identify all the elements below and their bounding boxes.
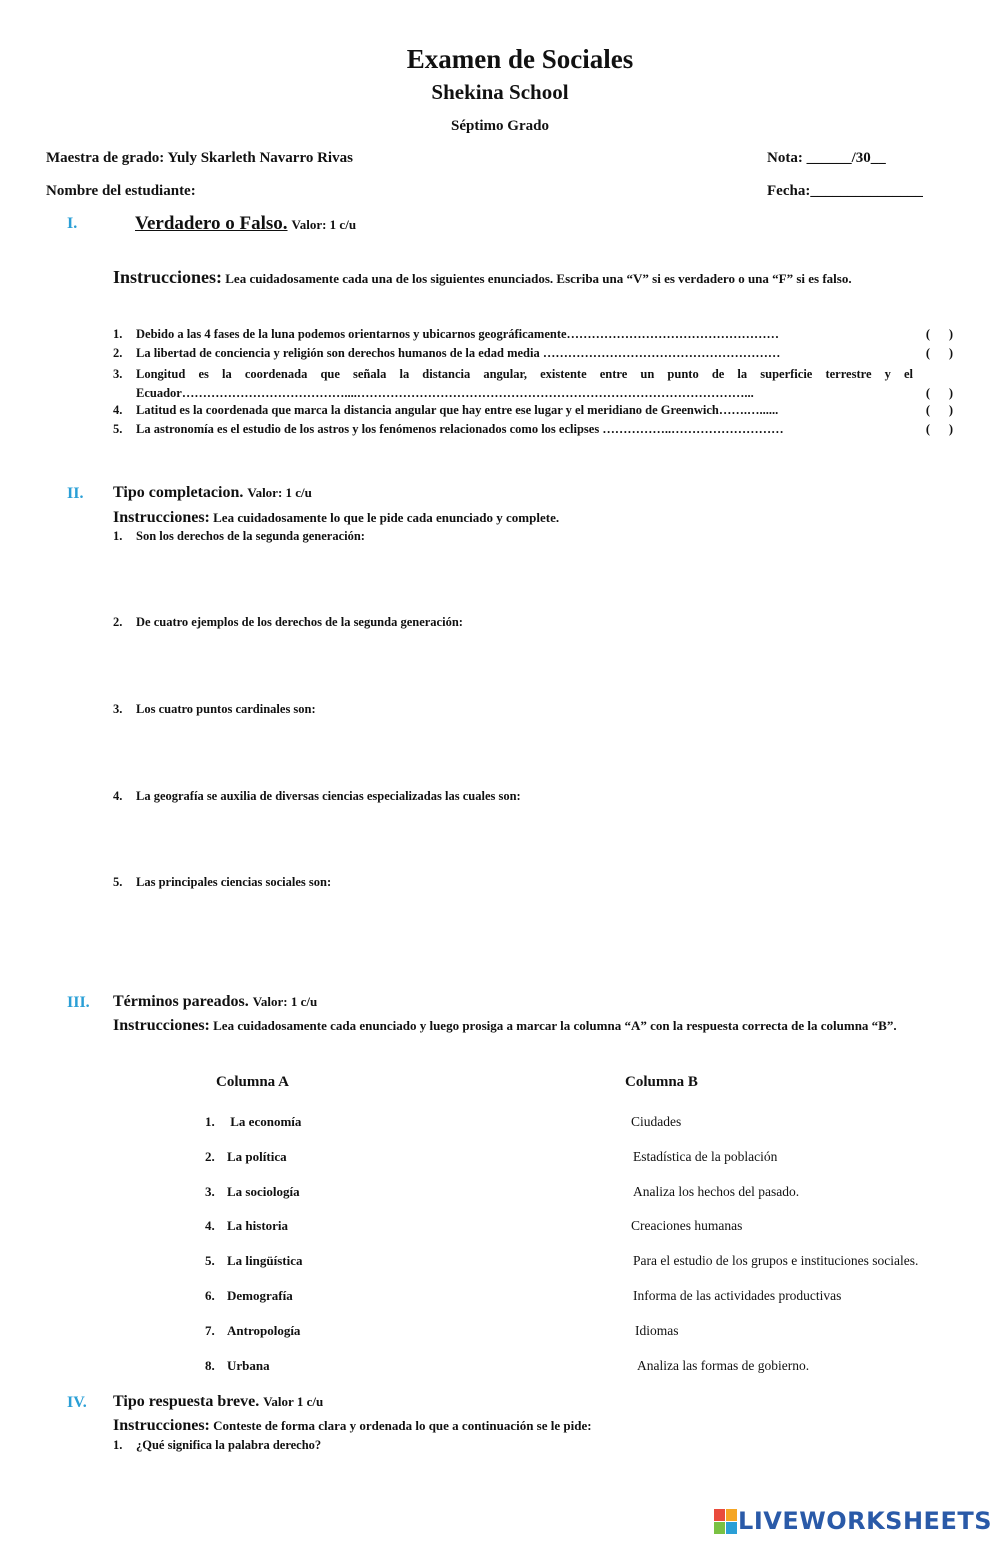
tf-item-number: 2. [113, 346, 123, 360]
tf-item[interactable] [113, 403, 953, 418]
section2-number: II. [67, 485, 84, 502]
item-text: La historia [227, 1218, 289, 1233]
student-name-label: Nombre del estudiante: [46, 183, 196, 199]
column-b-item[interactable]: Para el estudio de los grupos e instituciones sociales. [633, 1253, 919, 1268]
item-text: Urbana [227, 1358, 270, 1373]
section3-instructions [113, 1014, 953, 1038]
column-a-title: Columna A [216, 1074, 289, 1090]
nota-field: Nota: ______/30__ [767, 150, 886, 166]
logo-blocks-icon [714, 1509, 736, 1533]
completion-question [113, 875, 331, 890]
section3-instr-label: Instrucciones: [113, 1017, 210, 1034]
tf-item[interactable] [113, 346, 953, 361]
section4-title: Tipo respuesta breve. [113, 1393, 260, 1410]
question-number: 4. [113, 789, 123, 803]
item-number: 1. [205, 1114, 215, 1129]
section4-instructions [113, 1414, 592, 1438]
item-number: 6. [205, 1288, 215, 1303]
tf-item-number: 4. [113, 403, 123, 417]
column-a-item[interactable] [205, 1184, 300, 1200]
column-a-item[interactable] [205, 1149, 287, 1165]
item-text: La lingüística [227, 1253, 303, 1268]
column-b-title: Columna B [625, 1074, 698, 1090]
item-number: 8. [205, 1358, 215, 1373]
column-b-item[interactable]: Creaciones humanas [631, 1218, 743, 1233]
column-b-item[interactable]: Analiza las formas de gobierno. [637, 1358, 810, 1373]
column-a-item[interactable] [205, 1358, 270, 1374]
section4-number: IV. [67, 1394, 87, 1411]
tf-answer-box[interactable]: ( ) [925, 422, 953, 436]
item-number: 5. [205, 1253, 215, 1268]
tf-answer-box[interactable]: ( ) [925, 346, 953, 360]
column-b-item[interactable]: Ciudades [631, 1114, 682, 1129]
column-b-item[interactable]: Idiomas [635, 1323, 679, 1338]
tf-item[interactable] [113, 365, 953, 403]
item-text: Demografía [227, 1288, 293, 1303]
completion-question [113, 615, 463, 630]
column-a-item[interactable] [205, 1288, 293, 1304]
question-text: Los cuatro puntos cardinales son: [136, 702, 316, 716]
tf-item-text: La libertad de conciencia y religión son derechos humanos de la edad media ………………………………………………… [136, 346, 781, 360]
section3-instr-text: Lea cuidadosamente cada enunciado y luego prosiga a marcar la columna “A” con la respuesta correcta de la columna “B”. [213, 1018, 897, 1033]
item-number: 4. [205, 1218, 215, 1233]
tf-item[interactable] [113, 422, 953, 437]
question-number: 5. [113, 875, 123, 889]
section4-heading [113, 1393, 323, 1411]
teacher-name: Maestra de grado: Yuly Skarleth Navarro Rivas [46, 150, 353, 166]
item-number: 3. [205, 1184, 215, 1199]
section3-heading [113, 993, 317, 1011]
section2-value: Valor: 1 c/u [247, 485, 312, 500]
tf-answer-box[interactable]: ( ) [925, 403, 953, 417]
tf-item-text: La astronomía es el estudio de los astros y los fenómenos relacionados como los eclipses ……………..……………………… [136, 422, 784, 436]
section3-number: III. [67, 994, 90, 1011]
section1-heading [135, 213, 356, 235]
item-text: Antropología [227, 1323, 301, 1338]
section1-instr-label: Instrucciones: [113, 267, 222, 287]
item-text: La política [227, 1149, 287, 1164]
section4-instr-label: Instrucciones: [113, 1417, 210, 1434]
section1-value: Valor: 1 c/u [291, 217, 357, 232]
exam-title: Examen de Sociales [406, 44, 634, 74]
logo-text: LIVEWORKSHEETS [738, 1507, 992, 1535]
question-number: 2. [113, 615, 123, 629]
item-number: 7. [205, 1323, 215, 1338]
question-text: Son los derechos de la segunda generación: [136, 529, 365, 543]
column-b-item[interactable]: Analiza los hechos del pasado. [633, 1184, 800, 1199]
section2-instr-text: Lea cuidadosamente lo que le pide cada enunciado y complete. [213, 510, 560, 525]
tf-item-text: Latitud es la coordenada que marca la distancia angular que hay entre ese lugar y el meridiano de Greenwich…….…...... [136, 403, 779, 417]
liveworksheets-logo [714, 1507, 992, 1535]
tf-item[interactable] [113, 327, 953, 342]
section3-value: Valor: 1 c/u [252, 994, 318, 1009]
short-answer-question [113, 1438, 321, 1453]
section2-title: Tipo completacion. [113, 484, 244, 501]
question-text: Las principales ciencias sociales son: [136, 875, 332, 889]
section1-title: Verdadero o Falso. [135, 213, 288, 234]
question-text: ¿Qué significa la palabra derecho? [136, 1438, 322, 1452]
tf-answer-box[interactable]: ( ) [925, 327, 953, 341]
column-a-item[interactable] [205, 1218, 288, 1234]
tf-answer-box[interactable]: ( ) [925, 386, 953, 400]
section2-instr-label: Instrucciones: [113, 509, 210, 526]
column-a-item[interactable] [205, 1253, 303, 1269]
school-name: Shekina School [431, 80, 569, 104]
tf-item-number: 1. [113, 327, 123, 341]
item-text: La economía [227, 1114, 302, 1129]
tf-item-number: 5. [113, 422, 123, 436]
column-b-item[interactable]: Informa de las actividades productivas [633, 1288, 842, 1303]
column-a-item[interactable] [205, 1114, 301, 1130]
tf-item-number: 3. [113, 367, 123, 381]
section2-heading [113, 484, 312, 502]
section1-instructions [113, 264, 953, 291]
item-text: La sociología [227, 1184, 300, 1199]
section4-value: Valor 1 c/u [263, 1394, 324, 1409]
question-number: 3. [113, 702, 123, 716]
column-b-item[interactable]: Estadística de la población [633, 1149, 778, 1164]
question-text: De cuatro ejemplos de los derechos de la segunda generación: [136, 615, 463, 629]
tf-item-text: Debido a las 4 fases de la luna podemos orientarnos y ubicarnos geográficamente…………………………………………… [136, 327, 780, 341]
completion-question [113, 702, 316, 717]
section1-instr-text: Lea cuidadosamente cada una de los siguientes enunciados. Escriba una “V” si es verdadero o una “F” si es falso. [225, 271, 852, 286]
section2-instructions [113, 506, 559, 530]
completion-question [113, 789, 521, 804]
item-number: 2. [205, 1149, 215, 1164]
fecha-field: Fecha:_______________ [767, 183, 923, 199]
grade-label: Séptimo Grado [451, 118, 549, 134]
question-number: 1. [113, 529, 123, 543]
question-text: La geografía se auxilia de diversas ciencias especializadas las cuales son: [136, 789, 521, 803]
section3-title: Términos pareados. [113, 993, 249, 1010]
question-number: 1. [113, 1438, 123, 1452]
section1-number: I. [67, 215, 78, 232]
completion-question [113, 529, 365, 544]
section4-instr-text: Conteste de forma clara y ordenada lo que a continuación se le pide: [213, 1418, 592, 1433]
column-a-item[interactable] [205, 1323, 300, 1339]
tf-item-text: Longitud es la coordenada que señala la distancia angular, existente entre un punto de la superficie terrestre y el Ecuador…………………………………....…………………………………………………………………………………... [136, 367, 913, 400]
